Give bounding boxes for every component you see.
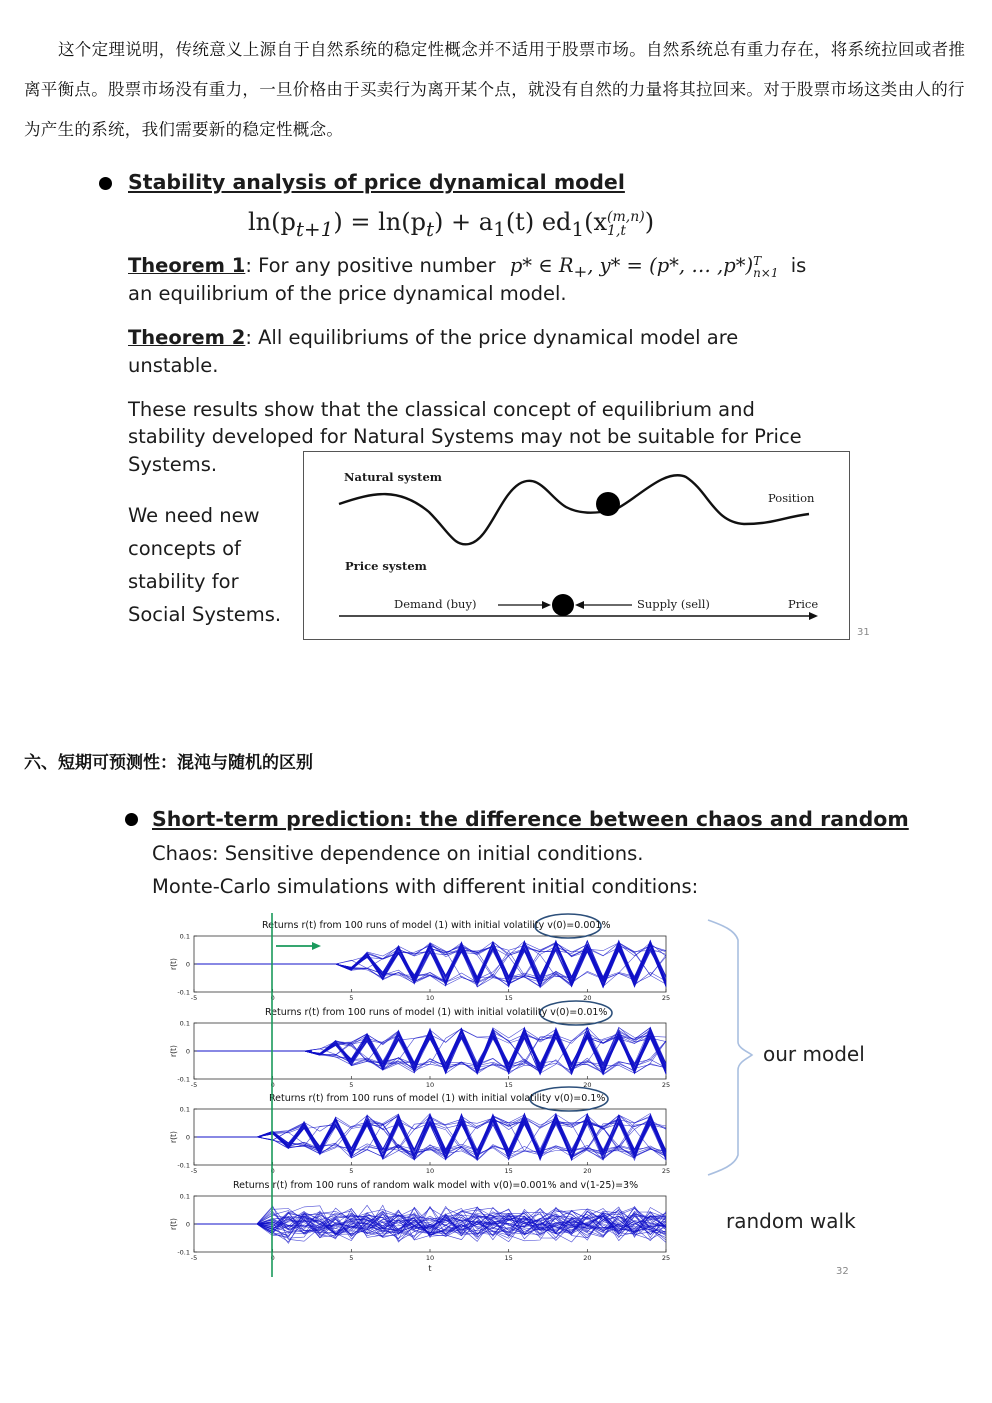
x-tick-label: 15 — [504, 1167, 513, 1175]
price-label: Price — [788, 597, 819, 611]
y-axis-label: r(t) — [169, 1131, 178, 1143]
x-tick-label: 15 — [504, 1254, 513, 1262]
x-tick-label: 10 — [425, 1254, 435, 1262]
y-tick-label: 0.1 — [179, 932, 190, 941]
plot-title: Returns r(t) from 100 runs of model (1) with initial volatility v(0)=0.1% — [269, 1093, 606, 1104]
our-model-label: our model — [763, 1042, 865, 1066]
natural-ball — [596, 492, 620, 516]
price-ball — [552, 594, 574, 616]
x-tick-label: 15 — [504, 994, 513, 1002]
y-tick-label: 0 — [185, 1133, 190, 1142]
need-line-3: stability for — [128, 570, 239, 593]
y-tick-label: -0.1 — [177, 1075, 190, 1084]
y-tick-label: -0.1 — [177, 988, 190, 997]
x-tick-label: 5 — [349, 1081, 354, 1089]
y-axis-label: r(t) — [169, 1045, 178, 1057]
results-line-2: stability developed for Natural Systems may not be suitable for Price — [128, 425, 802, 448]
position-label: Position — [768, 491, 815, 505]
plot-title: Returns r(t) from 100 runs of model (1) with initial volatility v(0)=0.01% — [265, 1007, 608, 1018]
x-tick-label: 20 — [583, 1167, 592, 1175]
need-line-2: concepts of — [128, 537, 241, 560]
x-tick-label: 20 — [583, 994, 592, 1002]
x-tick-label: 10 — [425, 1081, 435, 1089]
supply-arrowhead — [575, 601, 584, 609]
intro-paragraph: 这个定理说明，传统意义上源自于自然系统的稳定性概念并不适用于股票市场。自然系统总有重力存在，将系统拉回或者推离平衡点。股票市场没有重力，一旦价格由于买卖行为离开某个点，就没有自然的力量将其拉回来。对于股票市场这类由人的行为产生的系统，我们需要新的稳定性概念。 — [24, 40, 966, 139]
y-axis-label: r(t) — [169, 958, 178, 970]
y-tick-label: 0.1 — [179, 1105, 190, 1114]
theorem-2-label: Theorem 2 — [128, 326, 246, 349]
x-tick-label: 0 — [270, 1167, 275, 1175]
price-axis-arrowhead — [809, 612, 818, 620]
need-line-1: We need new — [128, 504, 260, 527]
x-tick-label: 20 — [583, 1081, 592, 1089]
x-tick-label: 25 — [661, 1167, 671, 1175]
slide-title: Stability analysis of price dynamical model — [128, 170, 625, 194]
x-tick-label: -5 — [190, 1254, 198, 1262]
natural-system-label: Natural system — [344, 470, 442, 484]
x-tick-label: 0 — [270, 994, 275, 1002]
y-tick-label: 0 — [185, 1220, 190, 1229]
y-tick-label: -0.1 — [177, 1161, 190, 1170]
x-tick-label: 20 — [583, 1254, 592, 1262]
stability-figure — [303, 451, 850, 640]
theorem-2-line2: unstable. — [128, 354, 219, 377]
results-line-3: Systems. — [128, 453, 218, 476]
page-number: 31 — [857, 627, 870, 638]
x-tick-label: 0 — [270, 1081, 275, 1089]
price-system-label: Price system — [345, 559, 427, 573]
slide-short-term-prediction — [0, 780, 992, 1300]
demand-label: Demand (buy) — [394, 597, 477, 611]
slide-stability — [0, 0, 992, 700]
section-heading: 六、短期可预测性：混沌与随机的区别 — [24, 753, 313, 773]
x-tick-label: 15 — [504, 1081, 513, 1089]
x-axis-label: t — [428, 1264, 432, 1273]
x-tick-label: 25 — [661, 994, 671, 1002]
y-tick-label: 0.1 — [179, 1019, 190, 1028]
y-tick-label: 0 — [185, 960, 190, 969]
monte-carlo-line: Monte-Carlo simulations with different initial conditions: — [152, 875, 699, 898]
bullet-icon — [99, 177, 112, 190]
theorem-2: Theorem 2: All equilibriums of the price dynamical model are — [128, 326, 739, 349]
plot-title: Returns r(t) from 100 runs of random walk model with v(0)=0.001% and v(1-25)=3% — [233, 1180, 639, 1191]
x-tick-label: 5 — [349, 994, 354, 1002]
theorem-1: Theorem 1: For any positive number p* ∈ $R_+$, y* = (p*, … ,p*) T n×1 is — [128, 253, 807, 281]
x-tick-label: -5 — [190, 994, 198, 1002]
plot-title: Returns r(t) from 100 runs of model (1) with initial volatility v(0)=0.001% — [262, 920, 611, 931]
equilibrium-formula: p* ∈ $R_+$, y* = (p*, … ,p*) T n×1 — [509, 253, 779, 281]
theorem-1-line2: an equilibrium of the price dynamical model. — [128, 282, 567, 305]
x-tick-label: 10 — [425, 1167, 435, 1175]
x-tick-label: 10 — [425, 994, 435, 1002]
y-axis-label: r(t) — [169, 1218, 178, 1230]
price-equation: $\ln(p_{t+1}) = \ln(p_t) + a_1(t)$ $ed_1(x$ (m,n) 1,t ) — [248, 208, 655, 241]
theorem-1-label: Theorem 1 — [128, 254, 246, 277]
y-tick-label: 0 — [185, 1047, 190, 1056]
x-tick-label: 25 — [661, 1254, 671, 1262]
y-tick-label: 0.1 — [179, 1192, 190, 1201]
x-tick-label: -5 — [190, 1167, 198, 1175]
page-number: 32 — [836, 1266, 849, 1277]
y-tick-label: -0.1 — [177, 1248, 190, 1257]
natural-landscape-curve — [339, 475, 809, 544]
chaos-definition: Chaos: Sensitive dependence on initial conditions. — [152, 842, 644, 865]
slide-title: Short-term prediction: the difference between chaos and random — [152, 807, 909, 831]
x-tick-label: 5 — [349, 1167, 354, 1175]
random-walk-label: random walk — [726, 1209, 856, 1233]
supply-label: Supply (sell) — [637, 597, 710, 611]
x-tick-label: -5 — [190, 1081, 198, 1089]
demand-arrowhead — [542, 601, 551, 609]
x-tick-label: 5 — [349, 1254, 354, 1262]
results-line-1: These results show that the classical concept of equilibrium and — [128, 398, 755, 421]
x-tick-label: 0 — [270, 1254, 275, 1262]
need-line-4: Social Systems. — [128, 603, 282, 626]
x-tick-label: 25 — [661, 1081, 671, 1089]
